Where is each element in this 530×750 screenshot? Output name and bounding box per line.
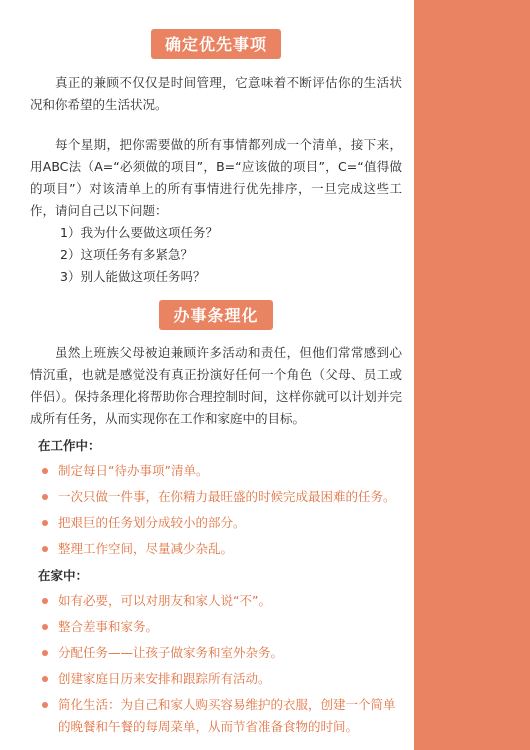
home-tips-list <box>30 590 402 738</box>
at-home-heading: 在家中： <box>38 568 89 583</box>
section-title-organization: 办事条理化 <box>159 300 272 330</box>
document-content <box>30 0 402 738</box>
at-work-heading: 在工作中： <box>38 438 101 453</box>
work-tip-item: 把艰巨的任务划分成较小的部分。 <box>30 512 402 534</box>
work-tip-item: 一次只做一件事，在你精力最旺盛的时候完成最困难的任务。 <box>30 486 402 508</box>
work-tip-item: 制定每日“待办事项”清单。 <box>30 460 402 482</box>
work-tips-list <box>30 460 402 560</box>
home-tip-item: 创建家庭日历来安排和跟踪所有活动。 <box>30 668 402 690</box>
section-heading-wrap <box>30 29 402 59</box>
home-tip-item: 分配任务——让孩子做家务和室外杂务。 <box>30 642 402 664</box>
question-list <box>30 222 402 288</box>
question-item: 2）这项任务有多紧急？ <box>60 247 193 262</box>
work-tip-item: 整理工作空间，尽量减少杂乱。 <box>30 538 402 560</box>
decorative-side-band <box>414 0 530 750</box>
section-heading-wrap <box>30 300 402 330</box>
question-item: 1）我为什么要做这项任务？ <box>60 225 218 240</box>
section-title-priorities: 确定优先事项 <box>151 29 281 59</box>
priorities-intro-paragraph: 真正的兼顾不仅仅是时间管理，它意味着不断评估你的生活状况和你希望的生活状况。 <box>30 75 402 112</box>
organization-paragraph: 虽然上班族父母被迫兼顾许多活动和责任，但他们常常感到心情沉重，也就是感觉没有真正扮演好任何一个角色（父母、员工或伴侣）。保持条理化将帮助你合理控制时间，这样你就可以计划并完成所有任务，从而实现你在工作和家庭中的目标。 <box>30 345 402 426</box>
question-item: 3）别人能做这项任务吗？ <box>60 269 206 284</box>
abc-method-paragraph: 每个星期，把你需要做的所有事情都列成一个清单，接下来，用ABC法（A=“必须做的项目”，B=“应该做的项目”，C=“值得做的项目”）对该清单上的所有事情进行优先排序，一旦完成这些工作，请问自己以下问题： <box>30 137 402 218</box>
home-tip-item: 整合差事和家务。 <box>30 616 402 638</box>
home-tip-item: 简化生活：为自己和家人购买容易维护的衣服，创建一个简单的晚餐和午餐的每周菜单，从而节省准备食物的时间。 <box>30 694 402 738</box>
home-tip-item: 如有必要，可以对朋友和家人说“不”。 <box>30 590 402 612</box>
